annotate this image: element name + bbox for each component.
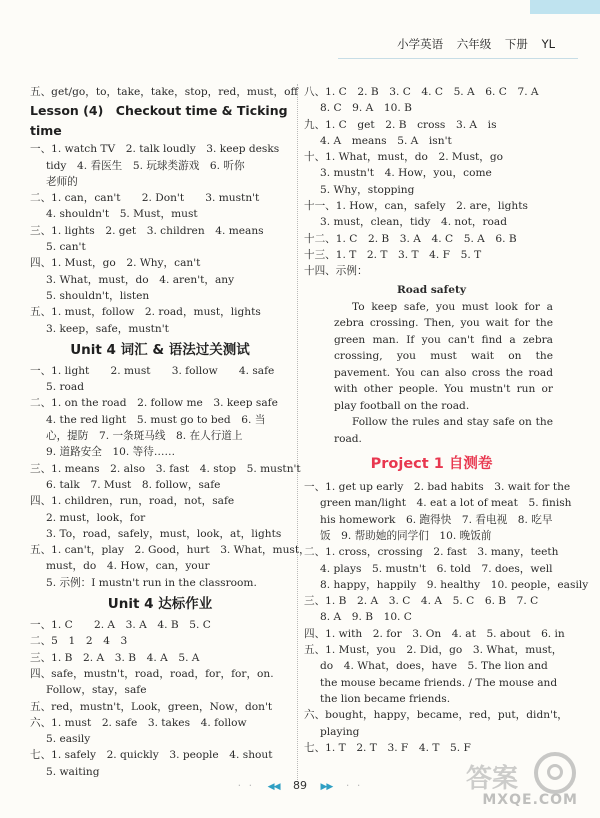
unit4-homework-heading: Unit 4 达标作业 [107,596,213,613]
lesson4-heading: Lesson (4) Checkout time & Ticking time [30,103,288,139]
answer-line: 三、1. lights 2. get 3. children 4. means [30,224,264,237]
answer-line: must，do 4. How，can，your [46,560,210,573]
answer-line: 八、1. C 2. B 3. C 4. C 5. A 6. C 7. A [304,86,539,98]
answer-line: 5. 示例：I mustn't run in the classroom. [46,576,257,589]
answer-line: 二、5 1 2 4 3 [30,635,128,648]
answer-line: 十四、示例： [304,265,368,278]
answer-line: 三、1. B 2. A 3. C 4. A 5. C 6. B 7. C [304,595,539,608]
answer-line: 三、1. means 2. also 3. fast 4. stop 5. mustn't [30,462,301,475]
answer-line: 一、1. light 2. must 3. follow 4. safe [30,364,275,377]
answer-line: 2. must，look，for [46,511,146,524]
watermark-chinese: 答案 [466,764,519,794]
answer-line: 3. To，road，safely，must，look，at，lights [46,527,282,540]
answer-line: 三、1. B 2. A 3. B 4. A 5. A [30,651,200,664]
answer-line: do 4. What，does，have 5. The lion and [320,660,548,673]
answer-line: 3. keep，safe，mustn't [46,322,169,335]
answer-line: 十二、1. C 2. B 3. A 4. C 5. A 6. B [304,232,517,245]
answer-line: 十、1. What，must，do 2. Must，go [304,151,504,164]
answer-line: 3. What，must，do 4. aren't，any [46,273,235,286]
answer-line: 4. plays 5. mustn't 6. told 7. does，well [320,562,553,575]
answer-line: playing [320,725,360,738]
answer-line: 七、1. T 2. T 3. F 4. T 5. F [304,741,471,754]
answer-line: 4. A means 5. A isn't [320,134,452,147]
answer-line: 二、1. can，can't 2. Don't 3. mustn't [30,192,260,205]
answer-line: 一、1. watch TV 2. talk loudly 3. keep desks [30,143,280,156]
answer-line: 3. must，clean，tidy 4. not，road [320,216,508,229]
column-divider [297,84,298,784]
answer-line: 4. shouldn't 5. Must，must [46,208,198,221]
answer-line: 5. road [46,381,85,394]
answer-line: 3. mustn't 4. How，you，come [320,167,492,180]
answer-line: green man/light 4. eat a lot of meat 5. finish [320,497,572,510]
next-arrows-icon: ▶▶ [320,782,333,792]
answer-line: 五、1. must，follow 2. road，must，lights [30,306,261,319]
book-term: 下册 [504,37,528,51]
answer-line: 8. happy，happily 9. healthy 10. people，easily [320,578,589,591]
footer-dots-left: · · [237,779,255,792]
answer-line: 六、1. must 2. safe 3. takes 4. follow [30,716,247,729]
watermark-url: MXQE.COM [482,792,578,808]
book-series-label [397,36,555,52]
answer-line: Follow，stay，safe [46,684,147,697]
answer-line: the lion became friends. [320,692,451,705]
answer-line: 二、1. cross，crossing 2. fast 3. many，teeth [304,546,559,559]
answer-line: 四、safe，mustn't，road，road，for，for，on. [30,667,274,680]
header-rule [338,58,578,59]
answer-line: 心，提防 7. 一条斑马线 8. 在人行道上 [46,430,243,443]
answer-line: tidy 4. 看医生 5. 玩球类游戏 6. 听你 [46,159,245,172]
right-column [304,84,589,756]
answer-line: 九、1. C get 2. B cross 3. A is [304,118,497,131]
answer-line: 5. easily [46,733,91,746]
book-subject: 小学英语 [397,37,444,51]
book-edition: YL [541,37,555,51]
page-number: 89 [293,779,307,792]
answer-line: 5. waiting [46,765,100,778]
essay-title: Road safety [396,283,466,296]
prev-arrows-icon: ◀◀ [267,782,280,792]
answer-line: 6. talk 7. Must 8. follow，safe [46,478,221,491]
essay-paragraph-2: Follow the rules and stay safe on the road. [334,416,553,445]
answer-line: 五、red，mustn't，Look，green，Now，don't [30,700,273,713]
answer-line: 老师的 [46,175,78,188]
answer-line: 9. 道路安全 10. 等待…… [46,446,176,459]
project1-heading: Project 1 自测卷 [370,456,493,473]
answer-line: 四、1. Must，go 2. Why，can't [30,257,201,270]
answer-line: 5. can't [46,241,86,254]
answer-line: the mouse became friends. / The mouse and [320,676,558,689]
watermark-logo [462,752,582,808]
page-header [0,0,600,64]
essay-paragraph-1: To keep safe, you must look for a zebra crossing. Then, you wait for the green man. If you can't find a zebra crossing, you must wait on the pavement. You can also cross the road with other people. You mustn't run or play football on the road. [334,300,553,412]
answer-line: 二、1. on the road 2. follow me 3. keep safe [30,397,278,410]
answer-line: 四、1. children，run，road，not，safe [30,495,235,508]
answer-line: 十一、1. How，can，safely 2. are，lights [304,200,528,213]
unit4-vocab-heading: Unit 4 词汇 & 语法过关测试 [70,341,250,358]
book-grade: 六年级 [456,37,492,51]
answer-line: 4. the red light 5. must go to bed 6. 当 [46,413,266,426]
answer-line: 8. A 9. B 10. C [320,611,412,624]
answer-line: 一、1. C 2. A 3. A 4. B 5. C [30,619,211,632]
answer-line: 五、1. can't，play 2. Good，hurt 3. What，must， [30,544,310,557]
answer-line: 5. shouldn't，listen [46,289,150,302]
answer-line: 5. Why，stopping [320,183,415,196]
answer-line: 一、1. get up early 2. bad habits 3. wait for the [304,481,571,494]
answer-line: 四、1. with 2. for 3. On 4. at 5. about 6. in [304,627,565,640]
answer-line: his homework 6. 跑得快 7. 看电视 8. 吃早 [320,513,553,526]
answer-line: 五、get/go，to，take，take，stop，red，must，off [30,86,298,98]
watermark-ring-icon [534,752,576,794]
answer-line: 饭 9. 帮助她的同学们 10. 晚饭前 [320,529,492,542]
left-column [30,84,310,780]
answer-line: 五、1. Must，you 2. Did，go 3. What，must， [304,644,563,657]
answer-line: 8. C 9. A 10. B [320,102,412,115]
answer-line: 十三、1. T 2. T 3. T 4. F 5. T [304,248,482,261]
footer-dots-right: · · [345,779,363,792]
answer-line: 六、bought，happy，became，red，put，didn't， [304,709,568,722]
answer-line: 七、1. safely 2. quickly 3. people 4. shout [30,749,273,762]
header-decoration [530,0,600,14]
